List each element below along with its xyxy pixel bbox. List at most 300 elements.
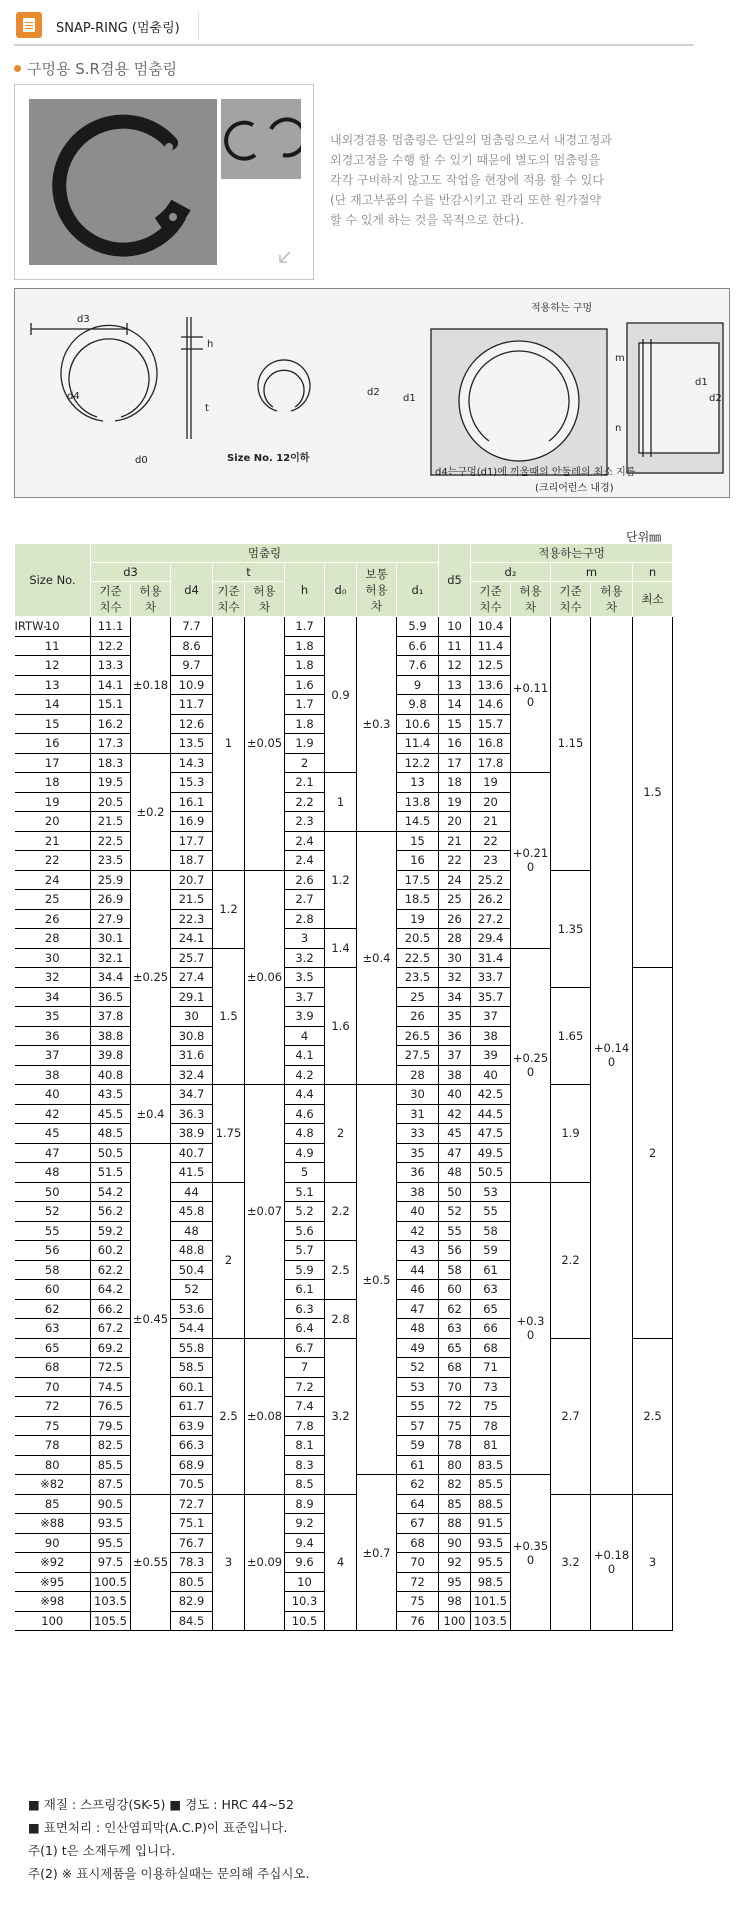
h-cell: 8.1	[285, 1436, 325, 1456]
d4-cell: 16.1	[171, 792, 213, 812]
d4-cell: 52	[171, 1280, 213, 1300]
d4-cell: 21.5	[171, 890, 213, 910]
h-cell: 5.9	[285, 1260, 325, 1280]
d1-cell: 52	[439, 1202, 471, 1222]
t-base-cell: 1.5	[213, 948, 245, 1085]
h-cell: 2.6	[285, 870, 325, 890]
size-no-cell: 16	[15, 734, 91, 754]
d1-cell: 21	[439, 831, 471, 851]
col-d5: d5	[439, 544, 471, 617]
d0-cell: 2.8	[325, 1299, 357, 1338]
t-base-cell: 2.5	[213, 1338, 245, 1494]
d2-base-cell: 22	[471, 831, 511, 851]
h-cell: 4.4	[285, 1085, 325, 1105]
section-subtitle	[14, 58, 177, 79]
snap-ring-photo-large	[29, 99, 217, 265]
d4-cell: 25.7	[171, 948, 213, 968]
d2-tol-cell: +0.3 0	[511, 1182, 551, 1475]
d3-base-cell: 51.5	[91, 1163, 131, 1183]
d3-base-cell: 66.2	[91, 1299, 131, 1319]
d3-base-cell: 26.9	[91, 890, 131, 910]
d1-cell: 56	[439, 1241, 471, 1261]
d3-base-cell: 59.2	[91, 1221, 131, 1241]
h-cell: 3.7	[285, 987, 325, 1007]
size-no-cell: ※92	[15, 1553, 91, 1573]
d2-base-cell: 21	[471, 812, 511, 832]
size-no-cell: 14	[15, 695, 91, 715]
d4-cell: 66.3	[171, 1436, 213, 1456]
d1-cell: 80	[439, 1455, 471, 1475]
d5-cell: 9.8	[397, 695, 439, 715]
h-cell: 1.7	[285, 695, 325, 715]
d3-base-cell: 14.1	[91, 675, 131, 695]
product-photo-box	[14, 84, 314, 280]
d5-cell: 20.5	[397, 929, 439, 949]
col-t-base: 기준 치수	[213, 582, 245, 617]
d5-cell: 5.9	[397, 617, 439, 637]
h-cell: 3.2	[285, 948, 325, 968]
d0-cell: 1.2	[325, 831, 357, 929]
col-n-min: 최소	[633, 582, 673, 617]
d1-cell: 47	[439, 1143, 471, 1163]
d4-cell: 61.7	[171, 1397, 213, 1417]
h-cell: 2.1	[285, 773, 325, 793]
h-cell: 2.2	[285, 792, 325, 812]
d3-base-cell: 22.5	[91, 831, 131, 851]
d4-cell: 63.9	[171, 1416, 213, 1436]
d4-cell: 50.4	[171, 1260, 213, 1280]
d2-base-cell: 63	[471, 1280, 511, 1300]
d5-cell: 46	[397, 1280, 439, 1300]
d2-base-cell: 49.5	[471, 1143, 511, 1163]
col-m: m	[551, 563, 633, 582]
label-d0: d0	[135, 455, 148, 466]
d2-base-cell: 10.4	[471, 617, 511, 637]
d2-base-cell: 75	[471, 1397, 511, 1417]
h-cell: 2	[285, 753, 325, 773]
d3-base-cell: 30.1	[91, 929, 131, 949]
d1-cell: 34	[439, 987, 471, 1007]
d1-cell: 72	[439, 1397, 471, 1417]
d2-base-cell: 59	[471, 1241, 511, 1261]
size-no-cell: 38	[15, 1065, 91, 1085]
d2-base-cell: 68	[471, 1338, 511, 1358]
t-base-cell: 2	[213, 1182, 245, 1338]
spec-table	[14, 543, 673, 1631]
h-cell: 1.7	[285, 617, 325, 637]
d5-cell: 7.6	[397, 656, 439, 676]
d5-cell: 38	[397, 1182, 439, 1202]
size-no-cell: 36	[15, 1026, 91, 1046]
size-no-cell: 32	[15, 968, 91, 988]
h-cell: 8.5	[285, 1475, 325, 1495]
d2-base-cell: 101.5	[471, 1592, 511, 1612]
size-no-cell: 35	[15, 1007, 91, 1027]
h-cell: 4.1	[285, 1046, 325, 1066]
spec-table-header	[15, 544, 673, 617]
h-cell: 2.3	[285, 812, 325, 832]
d5-cell: 16	[397, 851, 439, 871]
h-cell: 5.6	[285, 1221, 325, 1241]
d3-base-cell: 23.5	[91, 851, 131, 871]
h-cell: 4.8	[285, 1124, 325, 1144]
note-line: ■ 재질 : 스프링강(SK-5) ■ 경도 : HRC 44~52	[28, 1797, 294, 1812]
d4-cell: 29.1	[171, 987, 213, 1007]
h-cell: 9.6	[285, 1553, 325, 1573]
d5-cell: 75	[397, 1592, 439, 1612]
d3-base-cell: 38.8	[91, 1026, 131, 1046]
d1-cell: 100	[439, 1611, 471, 1631]
d4-cell: 14.3	[171, 753, 213, 773]
d2-base-cell: 15.7	[471, 714, 511, 734]
d3-base-cell: 50.5	[91, 1143, 131, 1163]
size-no-cell: 17	[15, 753, 91, 773]
d1-cell: 24	[439, 870, 471, 890]
d2-base-cell: 103.5	[471, 1611, 511, 1631]
h-cell: 4	[285, 1026, 325, 1046]
d2-base-cell: 71	[471, 1358, 511, 1378]
d4-cell: 30.8	[171, 1026, 213, 1046]
d2-base-cell: 81	[471, 1436, 511, 1456]
col-d2-base: 기준 치수	[471, 582, 511, 617]
d3-tol-cell: ±0.45	[131, 1143, 171, 1494]
d4-cell: 9.7	[171, 656, 213, 676]
description-line: 각각 구비하지 않고도 작업을 현장에 적용 할 수 있다	[330, 173, 604, 187]
d5-cell: 10.6	[397, 714, 439, 734]
d1-cell: 35	[439, 1007, 471, 1027]
col-d3-tol: 허용 차	[131, 582, 171, 617]
d5-cell: 47	[397, 1299, 439, 1319]
h-cell: 10.3	[285, 1592, 325, 1612]
d1-cell: 85	[439, 1494, 471, 1514]
d2-base-cell: 27.2	[471, 909, 511, 929]
col-normal-tol: 보통 허용 차	[357, 563, 397, 617]
d4-cell: 54.4	[171, 1319, 213, 1339]
d3-base-cell: 36.5	[91, 987, 131, 1007]
d1-cell: 78	[439, 1436, 471, 1456]
d2-base-cell: 44.5	[471, 1104, 511, 1124]
d3-base-cell: 40.8	[91, 1065, 131, 1085]
d2-base-cell: 13.6	[471, 675, 511, 695]
d3-base-cell: 82.5	[91, 1436, 131, 1456]
n-min-cell: 2.5	[633, 1338, 673, 1494]
size-no-cell: 52	[15, 1202, 91, 1222]
size-no-cell: 22	[15, 851, 91, 871]
h-cell: 7	[285, 1358, 325, 1378]
col-h: h	[285, 563, 325, 617]
d2-base-cell: 25.2	[471, 870, 511, 890]
h-cell: 3.9	[285, 1007, 325, 1027]
d4-cell: 31.6	[171, 1046, 213, 1066]
size-no-cell: 30	[15, 948, 91, 968]
t-base-cell: 1.75	[213, 1085, 245, 1183]
label-d3: d3	[77, 314, 90, 325]
d2-base-cell: 39	[471, 1046, 511, 1066]
d0-cell: 4	[325, 1494, 357, 1631]
size-no-cell: 58	[15, 1260, 91, 1280]
h-cell: 5.2	[285, 1202, 325, 1222]
d1-cell: 68	[439, 1358, 471, 1378]
col-size-no: Size No.	[15, 544, 91, 617]
d3-base-cell: 74.5	[91, 1377, 131, 1397]
d1-cell: 42	[439, 1104, 471, 1124]
d2-tol-cell: +0.25 0	[511, 948, 551, 1182]
t-base-cell: 3	[213, 1494, 245, 1631]
d5-cell: 43	[397, 1241, 439, 1261]
d2-base-cell: 16.8	[471, 734, 511, 754]
d3-base-cell: 18.3	[91, 753, 131, 773]
d1-cell: 16	[439, 734, 471, 754]
d3-tol-cell: ±0.25	[131, 870, 171, 1085]
d5-cell: 62	[397, 1475, 439, 1495]
table-row	[15, 1494, 673, 1514]
d5-cell: 76	[397, 1611, 439, 1631]
d3-base-cell: 56.2	[91, 1202, 131, 1222]
d2-base-cell: 78	[471, 1416, 511, 1436]
d2-tol-cell: +0.21 0	[511, 773, 551, 949]
size-no-cell: 80	[15, 1455, 91, 1475]
d5-cell: 59	[397, 1436, 439, 1456]
label-d2: d2	[367, 387, 380, 398]
col-d2-tol: 허용 차	[511, 582, 551, 617]
h-cell: 2.4	[285, 851, 325, 871]
d4-cell: 17.7	[171, 831, 213, 851]
h-cell: 7.4	[285, 1397, 325, 1417]
size-no-cell: 13	[15, 675, 91, 695]
d3-base-cell: 72.5	[91, 1358, 131, 1378]
d1-cell: 75	[439, 1416, 471, 1436]
d5-cell: 64	[397, 1494, 439, 1514]
d5-cell: 19	[397, 909, 439, 929]
d4-cell: 44	[171, 1182, 213, 1202]
d3-base-cell: 19.5	[91, 773, 131, 793]
d2-base-cell: 61	[471, 1260, 511, 1280]
d3-base-cell: 76.5	[91, 1397, 131, 1417]
d5-cell: 23.5	[397, 968, 439, 988]
d2-base-cell: 11.4	[471, 636, 511, 656]
size-no-cell: 85	[15, 1494, 91, 1514]
h-cell: 1.6	[285, 675, 325, 695]
d2-base-cell: 29.4	[471, 929, 511, 949]
d1-cell: 88	[439, 1514, 471, 1534]
d5-cell: 36	[397, 1163, 439, 1183]
size-no-cell: 24	[15, 870, 91, 890]
h-cell: 6.7	[285, 1338, 325, 1358]
h-cell: 6.3	[285, 1299, 325, 1319]
d3-base-cell: 27.9	[91, 909, 131, 929]
size-no-cell: 78	[15, 1436, 91, 1456]
col-d2: d₂	[471, 563, 551, 582]
d1-cell: 11	[439, 636, 471, 656]
d1-cell: 10	[439, 617, 471, 637]
d0-cell: 2.2	[325, 1182, 357, 1241]
d2-base-cell: 58	[471, 1221, 511, 1241]
d3-base-cell: 25.9	[91, 870, 131, 890]
t-tol-cell: ±0.06	[245, 870, 285, 1085]
product-description	[330, 130, 660, 230]
table-row	[15, 617, 673, 637]
d5-cell: 57	[397, 1416, 439, 1436]
h-cell: 3.5	[285, 968, 325, 988]
d1-cell: 36	[439, 1026, 471, 1046]
d3-base-cell: 17.3	[91, 734, 131, 754]
d3-base-cell: 13.3	[91, 656, 131, 676]
size-no-cell: 62	[15, 1299, 91, 1319]
m-base-cell: 1.65	[551, 987, 591, 1085]
d4-cell: 32.4	[171, 1065, 213, 1085]
d4-cell: 45.8	[171, 1202, 213, 1222]
d1-cell: 95	[439, 1572, 471, 1592]
d1-cell: 28	[439, 929, 471, 949]
d4-cell: 15.3	[171, 773, 213, 793]
d4-cell: 53.6	[171, 1299, 213, 1319]
size-no-cell: ※98	[15, 1592, 91, 1612]
size-no-cell: 40	[15, 1085, 91, 1105]
snap-ring-photo-small	[221, 99, 301, 179]
d2-base-cell: 23	[471, 851, 511, 871]
d4-cell: 68.9	[171, 1455, 213, 1475]
d1-cell: 13	[439, 675, 471, 695]
size-no-cell: 48	[15, 1163, 91, 1183]
d1-cell: 26	[439, 909, 471, 929]
d1-cell: 90	[439, 1533, 471, 1553]
t-tol-cell: ±0.09	[245, 1494, 285, 1631]
d3-base-cell: 37.8	[91, 1007, 131, 1027]
m-tol-cell: +0.14 0	[591, 617, 633, 1495]
d4-cell: 22.3	[171, 909, 213, 929]
d4-cell: 12.6	[171, 714, 213, 734]
size-no-cell: 50	[15, 1182, 91, 1202]
d3-base-cell: 85.5	[91, 1455, 131, 1475]
size-no-cell: 37	[15, 1046, 91, 1066]
d5-cell: 11.4	[397, 734, 439, 754]
h-cell: 5.1	[285, 1182, 325, 1202]
d4-cell: 72.7	[171, 1494, 213, 1514]
d1-cell: 15	[439, 714, 471, 734]
d3-tol-cell: ±0.18	[131, 617, 171, 754]
note-line: 주(1) t은 소재두께 입니다.	[28, 1843, 176, 1858]
label-d2-right: d2	[709, 393, 722, 404]
h-cell: 4.6	[285, 1104, 325, 1124]
d4-cell: 8.6	[171, 636, 213, 656]
label-d4: d4	[67, 391, 80, 402]
d5-cell: 6.6	[397, 636, 439, 656]
h-cell: 10.5	[285, 1611, 325, 1631]
d0-cell: 0.9	[325, 617, 357, 773]
d1-cell: 17	[439, 753, 471, 773]
t-tol-cell: ±0.07	[245, 1085, 285, 1339]
d3-base-cell: 16.2	[91, 714, 131, 734]
label-t: t	[205, 403, 209, 414]
d1-cell: 18	[439, 773, 471, 793]
size-no-cell: 11	[15, 636, 91, 656]
col-t-tol: 허용 차	[245, 582, 285, 617]
size-no-cell: 28	[15, 929, 91, 949]
d5-cell: 13.8	[397, 792, 439, 812]
d3-base-cell: 100.5	[91, 1572, 131, 1592]
d0-cell: 1	[325, 773, 357, 832]
size-no-cell: ※82	[15, 1475, 91, 1495]
d4-cell: 38.9	[171, 1124, 213, 1144]
d5-cell: 13	[397, 773, 439, 793]
d1-cell: 30	[439, 948, 471, 968]
d3-tol-cell: ±0.55	[131, 1494, 171, 1631]
size-no-cell: 68	[15, 1358, 91, 1378]
size-no-cell: 42	[15, 1104, 91, 1124]
d3-base-cell: 45.5	[91, 1104, 131, 1124]
d3-tol-cell: ±0.4	[131, 1085, 171, 1144]
d3-base-cell: 60.2	[91, 1241, 131, 1261]
h-cell: 1.8	[285, 636, 325, 656]
d4-cell: 78.3	[171, 1553, 213, 1573]
size-no-cell: 45	[15, 1124, 91, 1144]
d3-base-cell: 20.5	[91, 792, 131, 812]
d3-base-cell: 64.2	[91, 1280, 131, 1300]
d2-base-cell: 50.5	[471, 1163, 511, 1183]
normal-tol-cell: ±0.3	[357, 617, 397, 832]
d2-base-cell: 40	[471, 1065, 511, 1085]
d4-cell: 75.1	[171, 1514, 213, 1534]
d4-cell: 34.7	[171, 1085, 213, 1105]
d3-base-cell: 97.5	[91, 1553, 131, 1573]
d1-cell: 22	[439, 851, 471, 871]
d4-cell: 55.8	[171, 1338, 213, 1358]
size-no-cell: 15	[15, 714, 91, 734]
table-row	[15, 1085, 673, 1105]
d4-cell: 60.1	[171, 1377, 213, 1397]
d3-base-cell: 12.2	[91, 636, 131, 656]
label-d1: d1	[403, 393, 416, 404]
d5-cell: 30	[397, 1085, 439, 1105]
d4-cell: 10.9	[171, 675, 213, 695]
d2-base-cell: 35.7	[471, 987, 511, 1007]
d1-cell: 82	[439, 1475, 471, 1495]
d3-base-cell: 90.5	[91, 1494, 131, 1514]
h-cell: 9.4	[285, 1533, 325, 1553]
h-cell: 8.9	[285, 1494, 325, 1514]
d4-cell: 27.4	[171, 968, 213, 988]
d2-base-cell: 14.6	[471, 695, 511, 715]
d2-base-cell: 93.5	[471, 1533, 511, 1553]
description-line: 외경고정을 수행 할 수 있기 때문에 별도의 멈춤링을	[330, 153, 601, 167]
d5-cell: 49	[397, 1338, 439, 1358]
h-cell: 2.8	[285, 909, 325, 929]
zoom-arrow-icon	[277, 249, 293, 265]
size-no-cell: 100	[15, 1611, 91, 1631]
d2-tol-cell: +0.35 0	[511, 1475, 551, 1631]
d2-base-cell: 66	[471, 1319, 511, 1339]
size-no-cell: 26	[15, 909, 91, 929]
applied-hole-label: 적용하는 구멍	[531, 303, 593, 314]
d5-cell: 25	[397, 987, 439, 1007]
d4-cell: 20.7	[171, 870, 213, 890]
h-cell: 4.9	[285, 1143, 325, 1163]
d3-base-cell: 11.1	[91, 617, 131, 637]
d3-base-cell: 67.2	[91, 1319, 131, 1339]
d2-base-cell: 47.5	[471, 1124, 511, 1144]
col-t: t	[213, 563, 285, 582]
d4-cell: 80.5	[171, 1572, 213, 1592]
d2-base-cell: 95.5	[471, 1553, 511, 1573]
size-no-cell: 72	[15, 1397, 91, 1417]
d1-cell: 98	[439, 1592, 471, 1612]
d2-base-cell: 53	[471, 1182, 511, 1202]
m-base-cell: 3.2	[551, 1494, 591, 1631]
n-min-cell: 2	[633, 968, 673, 1339]
d2-base-cell: 65	[471, 1299, 511, 1319]
description-line: 내외경겸용 멈춤링은 단일의 멈춤링으로서 내경고정과	[330, 133, 612, 147]
d4-cell: 24.1	[171, 929, 213, 949]
